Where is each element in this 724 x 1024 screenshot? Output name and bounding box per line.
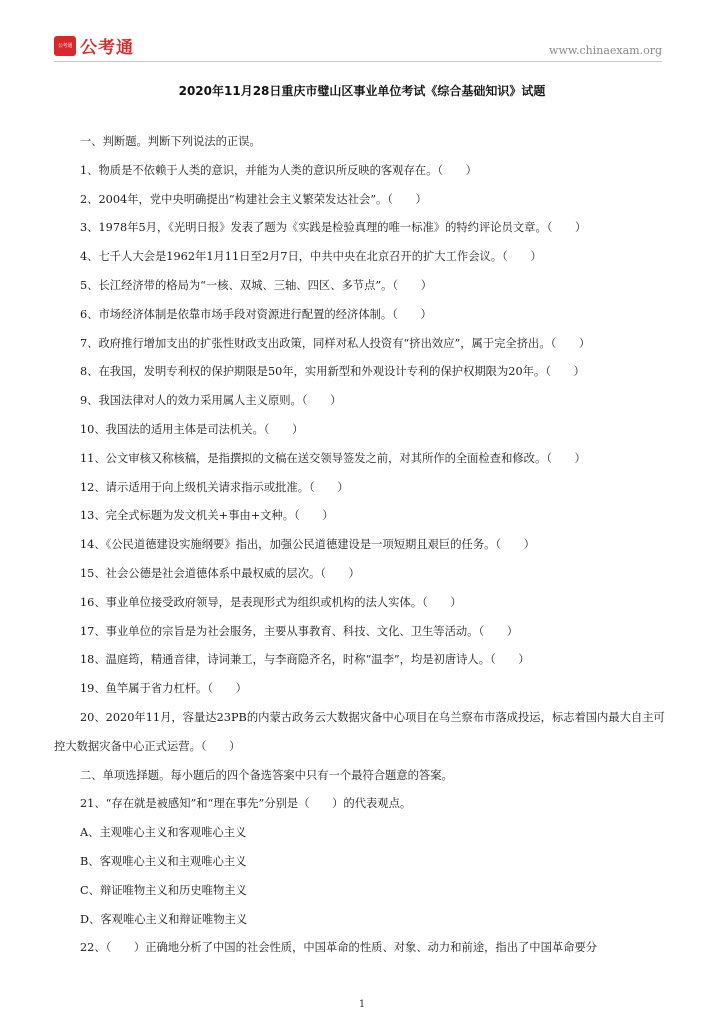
option-item: A、主观唯心主义和客观唯心主义 xyxy=(80,826,247,840)
question-item: 7、政府推行增加支出的扩张性财政支出政策，同样对私人投资有“挤出效应”，属于完全挤出。（ ） xyxy=(80,336,591,350)
question-item: 13、完全式标题为发文机关+事由+文种。（ ） xyxy=(80,509,334,523)
question-item: 15、社会公德是社会道德体系中最权威的层次。（ ） xyxy=(80,566,360,580)
question-item: 18、温庭筠，精通音律，诗词兼工，与李商隐齐名，时称“温李”，均是初唐诗人。（ ） xyxy=(80,653,530,667)
section-heading-judgment: 一、判断题。判断下列说法的正误。 xyxy=(80,135,261,148)
option-item: C、辩证唯物主义和历史唯物主义 xyxy=(80,883,247,897)
page-header xyxy=(0,0,724,70)
question-item: 2、2004年，党中央明确提出“构建社会主义繁荣发达社会”。（ ） xyxy=(80,192,427,206)
document-body xyxy=(54,128,670,963)
question-item-20: 20、2020年11月，容量达23PB的内蒙古政务云大数据灾备中心项目在乌兰察布市落成投运，标志着国内最大自主可控大数据灾备中心正式运营。（ ） xyxy=(54,710,665,753)
logo-text: 公考通 xyxy=(80,38,134,58)
question-item: 6、市场经济体制是依靠市场手段对资源进行配置的经济体制。（ ） xyxy=(80,307,432,321)
question-item: 8、在我国，发明专利权的保护期限是50年，实用新型和外观设计专利的保护权期限为20年。（ ） xyxy=(80,365,585,379)
question-item: 4、七千人大会是1962年1月11日至2月7日，中共中央在北京召开的扩大工作会议。（ ） xyxy=(80,250,542,264)
question-item: 11、公文审核又称核稿，是指撰拟的文稿在送交领导签发之前，对其所作的全面检查和修改。（ ） xyxy=(80,451,586,465)
option-item: B、客观唯心主义和主观唯心主义 xyxy=(80,854,247,868)
question-item: 19、鱼竿属于省力杠杆。（ ） xyxy=(80,682,247,696)
question-item: 12、请示适用于向上级机关请求指示或批准。（ ） xyxy=(80,480,349,494)
question-item: 9、我国法律对人的效力采用属人主义原则。（ ） xyxy=(80,394,342,408)
question-item: 5、长江经济带的格局为“一核、双城、三轴、四区、多节点”。（ ） xyxy=(80,278,432,292)
document-title: 2020年11月28日重庆市璧山区事业单位考试《综合基础知识》试题 xyxy=(178,84,546,98)
question-item: 1、物质是不依赖于人类的意识，并能为人类的意识所反映的客观存在。（ ） xyxy=(80,163,477,177)
option-item: D、客观唯心主义和辩证唯物主义 xyxy=(80,912,248,926)
question-item: 17、事业单位的宗旨是为社会服务，主要从事教育、科技、文化、卫生等活动。（ ） xyxy=(80,624,519,638)
question-item: 21、“存在就是被感知”和“理在事先”分别是（ ）的代表观点。 xyxy=(80,797,412,811)
question-item: 16、事业单位接受政府领导，是表现形式为组织或机构的法人实体。（ ） xyxy=(80,595,462,609)
page-number: 1 xyxy=(358,999,366,1010)
site-url-link[interactable]: www.chinaexam.org xyxy=(549,44,662,57)
question-item: 14、《公民道德建设实施纲要》指出，加强公民道德建设是一项短期且艰巨的任务。（ ） xyxy=(80,538,535,552)
header-divider xyxy=(54,61,662,62)
question-item: 22、（ ）正确地分析了中国的社会性质，中国革命的性质、对象、动力和前途，指出了中国革命要分 xyxy=(80,941,598,955)
question-item: 10、我国法的适用主体是司法机关。（ ） xyxy=(80,422,304,436)
logo-badge-icon: 公考通 xyxy=(54,36,76,56)
brand-logo[interactable] xyxy=(54,33,134,58)
question-item: 3、1978年5月，《光明日报》发表了题为《实践是检验真理的唯一标准》的特约评论员文章。（ ） xyxy=(80,221,587,235)
section-heading-choice: 二、单项选择题。每小题后的四个备选答案中只有一个最符合题意的答案。 xyxy=(80,768,453,782)
